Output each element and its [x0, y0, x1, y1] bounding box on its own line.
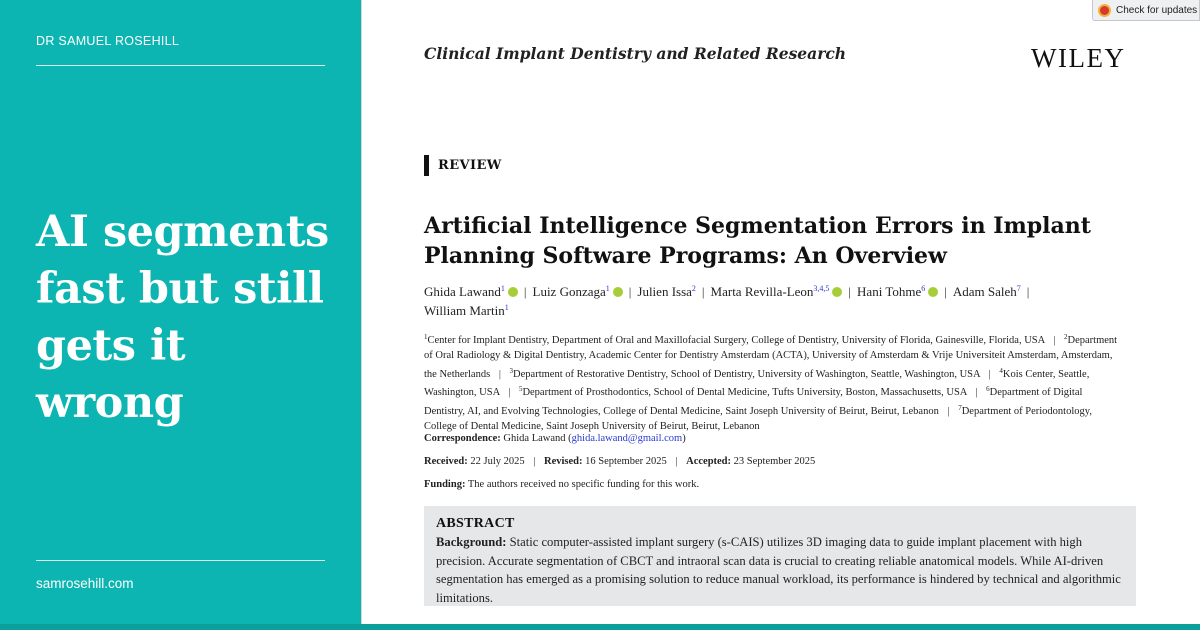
affiliation-text: Kois Center, Seattle, Washington, USA: [424, 368, 1090, 399]
affiliation-number: 3: [509, 366, 514, 375]
author-name: William Martin: [424, 303, 505, 318]
author-name: DR SAMUEL ROSEHILL: [36, 34, 180, 48]
affiliation-separator: |: [1053, 335, 1056, 346]
affiliation-number: 5: [518, 385, 523, 394]
section-label: REVIEW: [424, 155, 502, 176]
publisher-logo: WILEY: [1031, 43, 1126, 73]
orcid-icon[interactable]: [928, 287, 938, 297]
left-panel: [0, 0, 361, 630]
author-separator: |: [848, 284, 852, 299]
orcid-icon[interactable]: [613, 287, 623, 297]
orcid-icon[interactable]: [832, 287, 842, 297]
affiliation-text: Department of Restorative Dentistry, School of Dentistry, University of Washington, Seattle, Washington, USA: [513, 368, 980, 380]
dates-line: [424, 456, 1144, 467]
affiliation-text: Center for Implant Dentistry, Department of Oral and Maxillofacial Surgery, College of Dentistry, University of Florida, Gainesville, Florida, USA: [427, 335, 1045, 346]
site-url[interactable]: samrosehill.com: [36, 576, 134, 591]
affiliation-text: Department of Prosthodontics, School of Dental Medicine, Tufts University, Boston, Massachusetts, USA: [522, 387, 967, 399]
author[interactable]: [533, 284, 623, 299]
correspondence-label: Correspondence:: [424, 433, 501, 444]
author-separator: |: [944, 284, 947, 299]
date-separator: |: [533, 456, 536, 467]
author-list: [424, 281, 1124, 319]
author-affiliation-number: 7: [1016, 284, 1021, 293]
author-separator: |: [1026, 284, 1030, 299]
author-affiliation-number: 3,4,5: [813, 284, 830, 293]
affiliation-number: 4: [999, 366, 1003, 375]
check-for-updates-label: Check for updates: [1116, 4, 1198, 16]
author-affiliation-number: 6: [921, 284, 926, 293]
affiliations: [424, 330, 1124, 434]
check-for-updates-button[interactable]: [1092, 0, 1200, 21]
affiliation-separator: |: [975, 387, 978, 399]
author-separator: |: [628, 284, 632, 299]
divider-bottom: [36, 560, 325, 561]
author-name: Marta Revilla-Leon: [710, 284, 814, 299]
author-affiliation-number: 1: [504, 303, 509, 312]
abstract-box: [424, 506, 1136, 606]
abstract-background-text: Static computer-assisted implant surgery (s-CAIS) utilizes 3D imaging data to guide implant placement with high precision. Accurate segmentation of CBCT and intraoral scan data is crucial to creating reliable anatomical models. While AI-driven segmentation has emerged as a promising solution to reduce manual workload, its performance is hindered by technical and algorithmic limitations.: [436, 535, 1121, 605]
paper-title: Artificial Intelligence Segmentation Errors in Implant Planning Software Programs: An Overview: [424, 213, 1091, 269]
affiliation-text: Department of Oral Radiology & Digital Dentistry, Academic Center for Dentistry Amsterdam (ACTA), University of Amsterdam & Vrije Universiteit Amsterdam, Amsterdam, the Netherlands: [424, 335, 1118, 380]
author[interactable]: [857, 284, 938, 299]
affiliation-number: 1: [424, 333, 428, 341]
author-name: Hani Tohme: [857, 284, 922, 299]
author-name: Julien Issa: [637, 284, 692, 299]
author-name: Ghida Lawand: [424, 284, 501, 299]
correspondence-email-link[interactable]: ghida.lawand@gmail.com: [571, 433, 683, 444]
affiliation-separator: |: [508, 387, 511, 399]
author-name: Adam Saleh: [952, 284, 1017, 299]
headline: AI segments fast but still gets it wrong: [36, 207, 329, 428]
affiliation-number: 2: [1064, 333, 1068, 341]
author-separator: |: [523, 284, 527, 299]
author[interactable]: [637, 284, 696, 299]
affiliation-text: Department of Digital Dentistry, AI, and Evolving Technologies, College of Dental Medicine, Saint Joseph University of Beirut, Beirut, Lebanon: [424, 387, 1083, 417]
affiliation-number: 6: [986, 385, 990, 394]
abstract-background-label: Background:: [436, 535, 507, 549]
author[interactable]: [424, 284, 518, 299]
orcid-icon[interactable]: [508, 287, 518, 297]
accepted-label: Accepted:: [686, 456, 732, 467]
bottom-stripe: [0, 624, 1200, 630]
panel-divider: [361, 0, 362, 630]
author-name: Luiz Gonzaga: [532, 284, 606, 299]
affiliation-separator: |: [988, 368, 991, 380]
funding-text: The authors received no specific funding for this work.: [467, 479, 700, 490]
received-label: Received:: [424, 456, 468, 467]
author-affiliation-number: 1: [605, 284, 610, 293]
abstract-text: [436, 533, 1124, 607]
revised-label: Revised:: [543, 456, 583, 467]
date-separator: |: [675, 456, 678, 467]
affiliation-separator: |: [947, 405, 950, 417]
author-affiliation-number: 2: [691, 284, 696, 293]
accepted-date: 23 September 2025: [733, 456, 816, 467]
revised-date: 16 September 2025: [585, 456, 667, 467]
funding-line: [424, 479, 1144, 490]
author-affiliation-number: 1: [500, 284, 505, 293]
funding-label: Funding:: [424, 479, 466, 490]
correspondence-name: Ghida Lawand: [503, 433, 566, 444]
affiliation-separator: |: [498, 368, 501, 380]
author[interactable]: [711, 284, 843, 299]
author[interactable]: [953, 284, 1021, 299]
divider-top: [36, 65, 325, 66]
check-for-updates-icon: [1098, 4, 1111, 17]
author-separator: |: [701, 284, 705, 299]
affiliation-number: 7: [958, 403, 962, 412]
journal-title: Clinical Implant Dentistry and Related Research: [424, 44, 847, 63]
received-date: 22 July 2025: [470, 456, 525, 467]
correspondence-line: Correspondence: Ghida Lawand (ghida.lawand@gmail.com): [424, 433, 686, 444]
affiliation-text: Department of Periodontology, College of Dental Medicine, Saint Joseph University of Beirut, Beirut, Lebanon: [424, 405, 1092, 433]
author[interactable]: [424, 303, 509, 318]
abstract-heading: ABSTRACT: [436, 516, 515, 531]
